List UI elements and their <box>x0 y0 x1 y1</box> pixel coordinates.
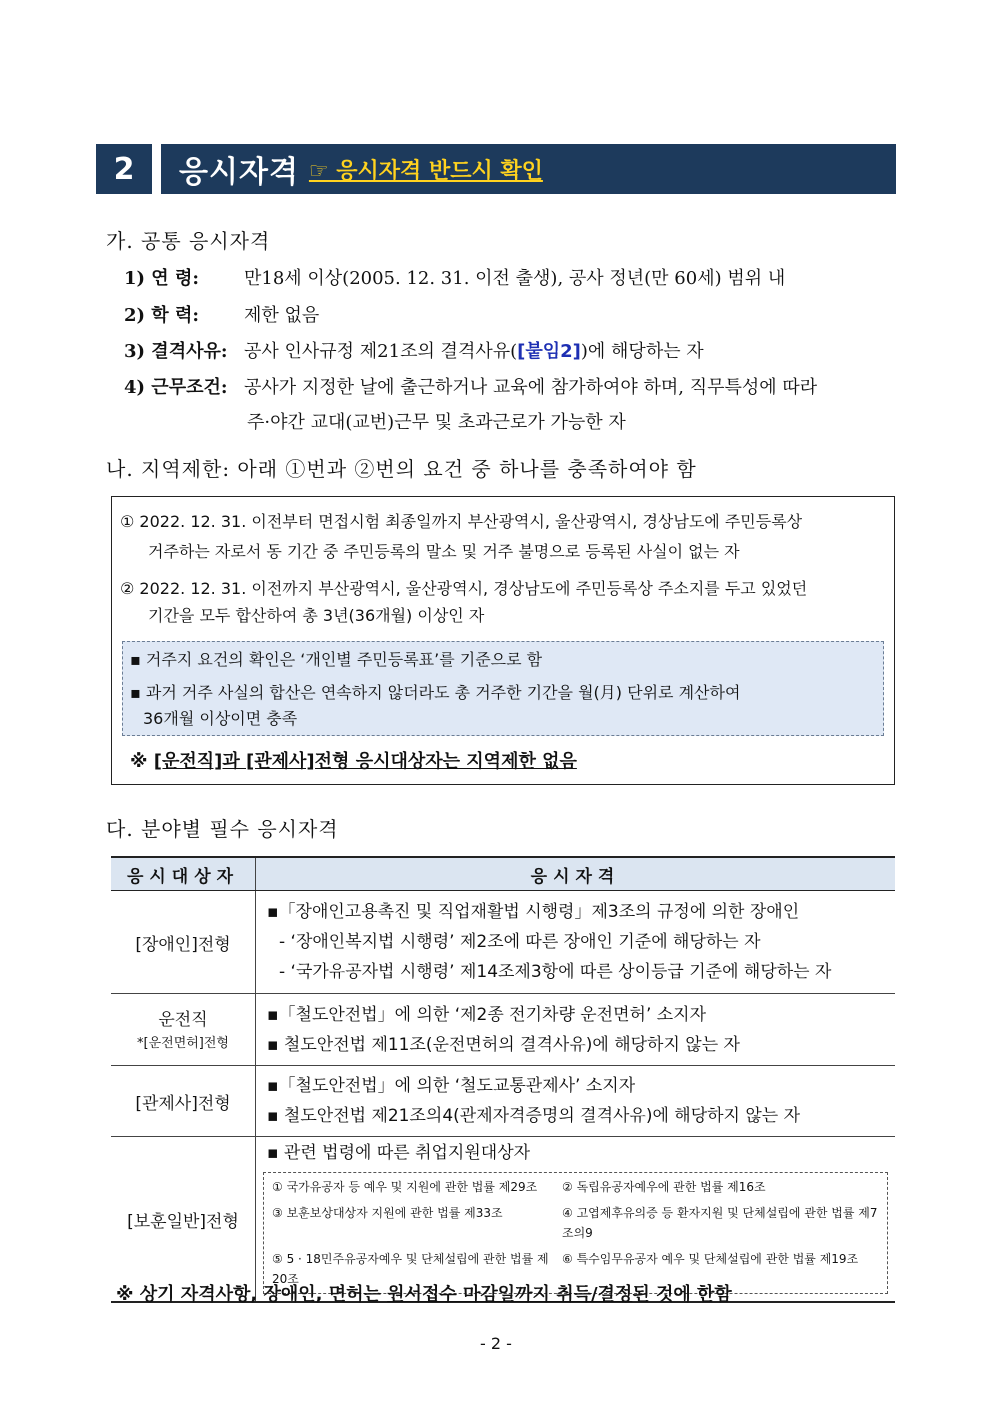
section-subtitle: ☞ 응시자격 반드시 확인 <box>308 158 543 184</box>
law-item: ⑥ 특수임무유공자 예우 및 단체설립에 관한 법률 제19조 <box>562 1252 859 1266</box>
row-target <box>111 994 256 1066</box>
row-qualification <box>256 1066 896 1137</box>
common-item-education <box>124 301 319 327</box>
qual-line: ▪「장애인고용촉진 및 직업재활법 시행령」제3조의 규정에 의한 장애인 <box>267 902 800 922</box>
section-title: 응시자격 <box>179 155 299 190</box>
item-label: 2) 학 력: <box>124 305 199 326</box>
region-cond2-line2: 기간을 모두 합산하여 총 3년(36개월) 이상인 자 <box>148 606 485 625</box>
row-target: [보훈일반]전형 <box>111 1137 256 1303</box>
qual-line: ▪ 관련 법령에 따른 취업지원대상자 <box>267 1143 531 1163</box>
common-item-disqualification <box>124 337 704 363</box>
common-heading: 가. 공통 응시자격 <box>106 229 271 253</box>
item-text: 공사 인사규정 제21조의 결격사유( <box>244 341 518 362</box>
row-target-sub: *[운전면허]전형 <box>137 1036 229 1051</box>
region-cond1-line2: 거주하는 자로서 동 기간 중 주민등록의 말소 및 거주 불명으로 등록된 사실이 없는 자 <box>148 542 740 561</box>
common-item-work-condition <box>124 373 817 399</box>
item-text: )에 해당하는 자 <box>580 341 704 362</box>
qual-line: ▪ 철도안전법 제21조의4(관제자격증명의 결격사유)에 해당하지 않는 자 <box>267 1106 801 1126</box>
qual-line: - ‘국가유공자법 시행령’ 제14조제3항에 따른 상이등급 기준에 해당하는 자 <box>279 962 832 982</box>
table-row <box>111 891 895 994</box>
common-item-age <box>124 264 785 290</box>
region-heading: 나. 지역제한: 아래 ①번과 ②번의 요건 중 하나를 충족하여야 함 <box>106 457 697 481</box>
region-cond2-line1: ② 2022. 12. 31. 이전까지 부산광역시, 울산광역시, 경상남도에 주민등록상 주소지를 두고 있었던 <box>120 579 808 598</box>
qual-line: ▪ 철도안전법 제11조(운전면허의 결격사유)에 해당하지 않는 자 <box>267 1034 740 1055</box>
item-label: 3) 결격사유: <box>124 341 228 362</box>
qual-line: - ‘장애인복지법 시행령’ 제2조에 따른 장애인 기준에 해당하는 자 <box>279 932 761 952</box>
row-qualification <box>256 891 896 994</box>
region-cond1-line1: ① 2022. 12. 31. 이전부터 면접시험 최종일까지 부산광역시, 울산광역시, 경상남도에 주민등록상 <box>120 512 803 531</box>
item-label: 1) 연 령: <box>124 268 199 289</box>
col-header-target: 응시대상자 <box>111 857 256 891</box>
row-qualification <box>256 1137 896 1303</box>
item-text: 공사가 지정한 날에 출근하거나 교육에 참가하여야 하며, 직무특성에 따라 <box>244 377 818 398</box>
section-title-bar <box>161 144 896 194</box>
qualification-table <box>111 856 895 1303</box>
row-target: [관제사]전형 <box>111 1066 256 1137</box>
row-qualification <box>256 994 896 1066</box>
qual-line: ▪「철도안전법」에 의한 ‘제2종 전기차량 운전면허’ 소지자 <box>267 1004 707 1025</box>
region-note-2-line2: 36개월 이상이면 충족 <box>143 709 298 728</box>
law-list <box>263 1172 888 1294</box>
item-text: 만18세 이상(2005. 12. 31. 이전 출생), 공사 정년(만 60세) 범위 내 <box>244 268 786 289</box>
col-header-qualification: 응시자격 <box>256 857 896 891</box>
attachment-2-link[interactable]: [붙임2] <box>517 341 581 362</box>
row-target: [장애인]전형 <box>111 891 256 994</box>
footer-note <box>116 1280 732 1306</box>
common-item-work-condition-cont: 주·야간 교대(교번)근무 및 초과근로가 가능한 자 <box>247 412 626 433</box>
law-item: ③ 보훈보상대상자 지원에 관한 법률 제33조 <box>272 1206 503 1220</box>
region-note-2-line1: ▪ 과거 거주 사실의 합산은 연속하지 않더라도 총 거주한 기간을 월(月) 단위로 계산하여 <box>130 683 741 702</box>
item-label: 4) 근무조건: <box>124 377 228 398</box>
fields-heading: 다. 분야별 필수 응시자격 <box>106 817 339 841</box>
page-number: - 2 - <box>480 1334 512 1353</box>
table-row <box>111 1137 895 1303</box>
footer-note-prefix: ※ 상기 자격사항, 장애인, 면허는 <box>116 1284 388 1305</box>
table-row <box>111 1066 895 1137</box>
exception-mark: ※ <box>130 751 154 772</box>
exception-text: [운전직]과 [관제사]전형 응시대상자는 지역제한 없음 <box>153 751 577 772</box>
law-item: ④ 고엽제후유의증 등 환자지원 및 단체설립에 관한 법률 제7조의9 <box>562 1206 878 1240</box>
qual-line: ▪「철도안전법」에 의한 ‘철도교통관제사’ 소지자 <box>267 1076 636 1096</box>
row-target-main: 운전직 <box>158 1010 208 1030</box>
law-item: ① 국가유공자 등 예우 및 지원에 관한 법률 제29조 <box>272 1180 538 1194</box>
table-header-row <box>111 857 895 891</box>
item-text: 제한 없음 <box>244 305 320 326</box>
section-number: 2 <box>96 144 152 194</box>
footer-note-underlined: 원서접수 마감일까지 취득/결정 <box>387 1284 633 1305</box>
region-exception <box>130 747 577 773</box>
law-item: ⑤ 5 · 18민주유공자예우 및 단체설립에 관한 법률 제20조 <box>272 1252 549 1286</box>
footer-note-suffix: 된 것에 한함 <box>632 1284 732 1305</box>
table-row <box>111 994 895 1066</box>
law-item: ② 독립유공자예우에 관한 법률 제16조 <box>562 1180 766 1194</box>
region-note-1: ▪ 거주지 요건의 확인은 ‘개인별 주민등록표’를 기준으로 함 <box>130 650 543 669</box>
